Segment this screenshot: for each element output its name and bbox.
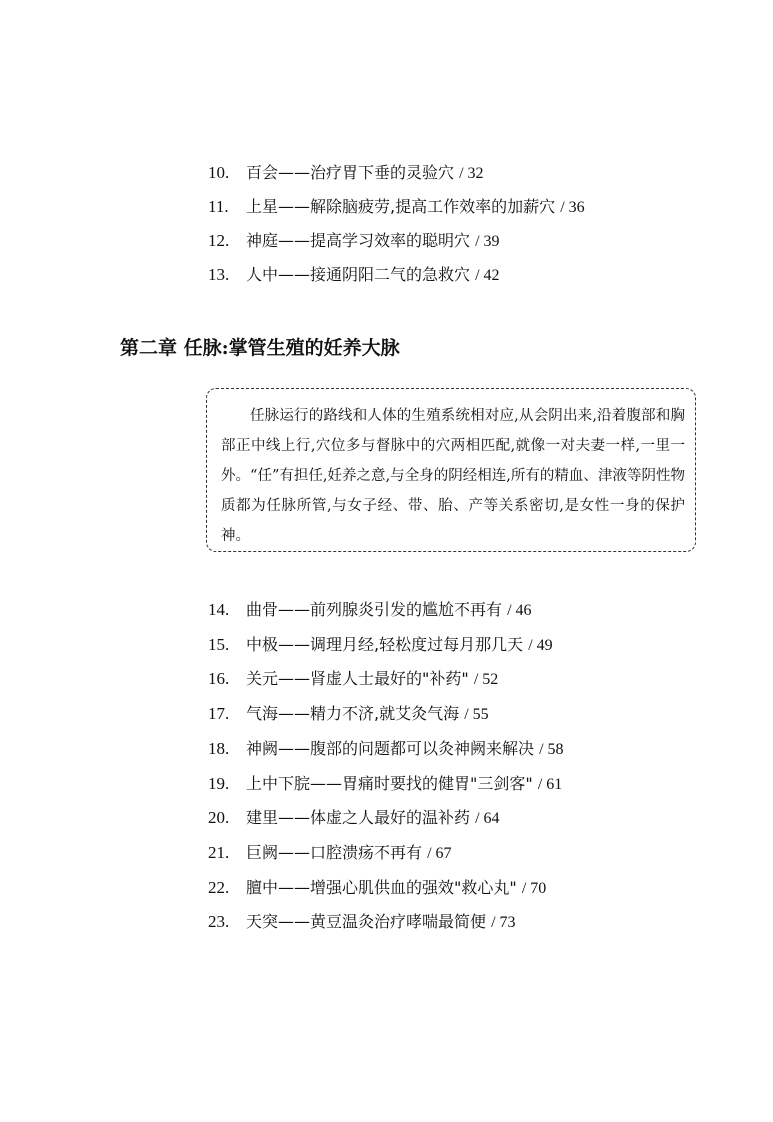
toc-entry-number: 16. (208, 669, 230, 689)
toc-entry-page: / 39 (475, 233, 500, 250)
toc-entry (208, 704, 489, 725)
toc-entry-number: 20. (208, 808, 230, 828)
toc-entry (208, 197, 585, 218)
toc-entry-page: / 61 (537, 775, 563, 793)
toc-entry-page: / 73 (491, 914, 516, 932)
toc-entry-title: 天突——黄豆温灸治疗哮喘最简便 (246, 912, 487, 932)
toc-entry-number: 10. (208, 163, 230, 182)
toc-entry-number: 21. (208, 842, 230, 862)
toc-entry-page: / 67 (427, 844, 452, 862)
toc-entry-page: / 64 (475, 810, 500, 828)
toc-entry-number: 13. (208, 265, 230, 284)
toc-entry (208, 739, 564, 760)
toc-entry-page: / 32 (459, 165, 484, 182)
toc-entry-number: 22. (208, 877, 230, 897)
toc-entry-page: / 70 (521, 879, 547, 897)
toc-entry-title: 百会——治疗胃下垂的灵验穴 (246, 163, 455, 182)
toc-entry-page: / 49 (528, 636, 553, 654)
toc-entry (208, 231, 500, 252)
toc-entry-number: 11. (208, 197, 229, 216)
chapter-heading: 第二章 任脉:掌管生殖的妊养大脉 (120, 337, 400, 359)
toc-entry (208, 808, 500, 829)
toc-entry-title: 巨阙——口腔溃疡不再有 (246, 842, 423, 862)
toc-entry-title: 人中——接通阴阳二气的急救穴 (246, 265, 471, 284)
toc-entry-title: 建里——体虚之人最好的温补药 (246, 808, 471, 828)
toc-entry-title: 神阙——腹部的问题都可以灸神阙来解决 (246, 738, 535, 758)
toc-entry-number: 17. (208, 704, 230, 724)
toc-entry-number: 15. (208, 634, 230, 654)
toc-entry (208, 878, 546, 899)
toc-entry (208, 843, 452, 864)
toc-entry (208, 600, 532, 621)
toc-entry (208, 163, 484, 184)
toc-entry-title: 上中下脘——胃痛时要找的健胃"三剑客" (246, 773, 533, 793)
toc-entry-number: 12. (208, 231, 230, 250)
toc-entry-title: 上星——解除脑疲劳,提高工作效率的加薪穴 (246, 197, 556, 216)
toc-entry-page: / 58 (539, 740, 564, 758)
toc-entry-title: 气海——精力不济,就艾灸气海 (246, 704, 460, 724)
toc-entry-title: 膻中——增强心肌供血的强效"救心丸" (246, 877, 517, 897)
toc-entry-page: / 36 (560, 199, 585, 216)
toc-entry-title: 中极——调理月经,轻松度过每月那几天 (246, 634, 524, 654)
toc-entry-number: 18. (208, 738, 230, 758)
chapter-intro-box (206, 388, 696, 552)
toc-entry-page: / 55 (464, 706, 489, 724)
toc-entry-number: 14. (208, 600, 230, 619)
toc-entry-page: / 42 (475, 267, 500, 284)
toc-entry (208, 774, 562, 795)
toc-entry-number: 19. (208, 773, 230, 793)
toc-entry-title: 曲骨——前列腺炎引发的尴尬不再有 (246, 600, 503, 619)
toc-entry (208, 669, 498, 690)
toc-entry (208, 265, 500, 286)
toc-entry-number: 23. (208, 912, 230, 932)
toc-entry-page: / 46 (507, 602, 532, 619)
toc-entry-title: 神庭——提高学习效率的聪明穴 (246, 231, 471, 250)
toc-entry-title: 关元——肾虚人士最好的"补药" (246, 669, 469, 689)
toc-entry (208, 635, 553, 656)
toc-entry (208, 912, 516, 933)
toc-entry-page: / 52 (473, 671, 499, 689)
chapter-intro-text: 任脉运行的路线和人体的生殖系统相对应,从会阴出来,沿着腹部和胸部正中线上行,穴位多与督脉中的穴两相匹配,就像一对夫妻一样,一里一外。“任”有担任,妊养之意,与全身的阴经相连,所有的精血、津液等阴性物质都为任脉所管,与女子经、带、胎、产等关系密切,是女性一身的保护神。 (221, 408, 685, 544)
